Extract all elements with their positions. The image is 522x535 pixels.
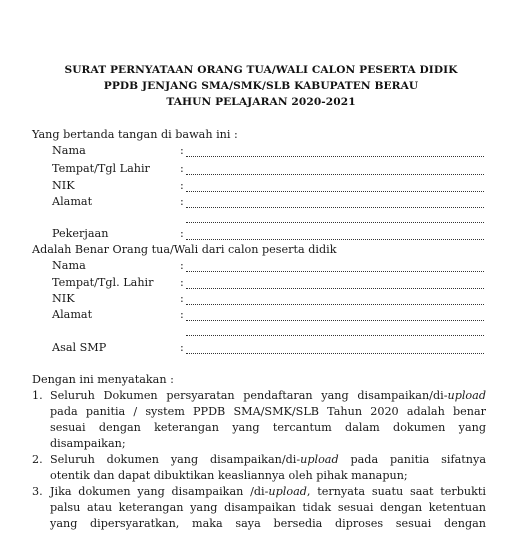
student-field-nik-label: NIK	[52, 292, 75, 305]
student-field-name-label: Nama	[52, 259, 86, 272]
field-colon: :	[180, 341, 184, 354]
document-title-line-2: PPDB JENJANG SMA/SMK/SLB KABUPATEN BERAU	[103, 80, 419, 92]
field-colon: :	[180, 179, 184, 192]
parent-address-fill-line-2	[186, 221, 484, 223]
statement-intro-text: Dengan ini menyatakan :	[32, 373, 174, 386]
parent-field-nik-label: NIK	[52, 179, 75, 192]
parent-field-birth-label: Tempat/Tgl Lahir	[52, 162, 150, 175]
statement-3-line-1: Jika dokumen yang disampaikan /di-upload, ternyata suatu saat terbukti	[50, 485, 486, 498]
parent-field-address-label: Alamat	[52, 195, 93, 208]
field-colon: :	[180, 276, 184, 289]
student-field-address-label: Alamat	[52, 308, 93, 321]
field-colon: :	[180, 195, 184, 208]
field-colon: :	[180, 227, 184, 240]
statement-2-line-1: Seluruh dokumen yang disampaikan/di-upload pada panitia sifatnya	[50, 453, 486, 466]
student-intro-text: Adalah Benar Orang tua/Wali dari calon peserta didik	[32, 243, 337, 256]
parent-field-job-label: Pekerjaan	[52, 227, 109, 240]
statement-number: 2.	[32, 453, 43, 466]
statement-1-line-3: sesuai dengan keterangan yang tercantum dalam dokumen yang	[50, 421, 486, 434]
statement-2-line-2: otentik dan dapat dibuktikan keasliannya oleh pihak manapun;	[50, 469, 408, 482]
student-school-fill-line	[186, 352, 484, 354]
statement-3-line-3: yang dipersyaratkan, maka saya bersedia diproses sesuai dengan	[50, 517, 486, 530]
student-name-fill-line	[186, 270, 484, 272]
statement-number: 1.	[32, 389, 43, 402]
document-title-line-1: SURAT PERNYATAAN ORANG TUA/WALI CALON PESERTA DIDIK	[64, 64, 458, 76]
student-nik-fill-line	[186, 303, 484, 305]
student-birth-fill-line	[186, 287, 484, 289]
field-colon: :	[180, 292, 184, 305]
document-title-line-3: TAHUN PELAJARAN 2020-2021	[166, 96, 356, 108]
statement-number: 3.	[32, 485, 43, 498]
statement-1-line-4: disampaikan;	[50, 437, 126, 450]
student-address-fill-line	[186, 319, 484, 321]
statement-1-line-1: Seluruh Dokumen persyaratan pendaftaran yang disampaikan/di-upload	[50, 389, 486, 402]
student-field-birth-label: Tempat/Tgl. Lahir	[52, 276, 154, 289]
parent-job-fill-line	[186, 238, 484, 240]
field-colon: :	[180, 144, 184, 157]
field-colon: :	[180, 259, 184, 272]
student-address-fill-line-2	[186, 334, 484, 336]
parent-birth-fill-line	[186, 173, 484, 175]
parent-address-fill-line	[186, 206, 484, 208]
intro-text: Yang bertanda tangan di bawah ini :	[32, 128, 238, 141]
student-field-school-label: Asal SMP	[52, 341, 107, 354]
parent-field-name-label: Nama	[52, 144, 86, 157]
field-colon: :	[180, 308, 184, 321]
parent-nik-fill-line	[186, 190, 484, 192]
statement-3-line-2: palsu atau keterangan yang disampaikan tidak sesuai dengan ketentuan	[50, 501, 486, 514]
field-colon: :	[180, 162, 184, 175]
parent-name-fill-line	[186, 155, 484, 157]
statement-1-line-2: pada panitia / system PPDB SMA/SMK/SLB Tahun 2020 adalah benar	[50, 405, 486, 418]
